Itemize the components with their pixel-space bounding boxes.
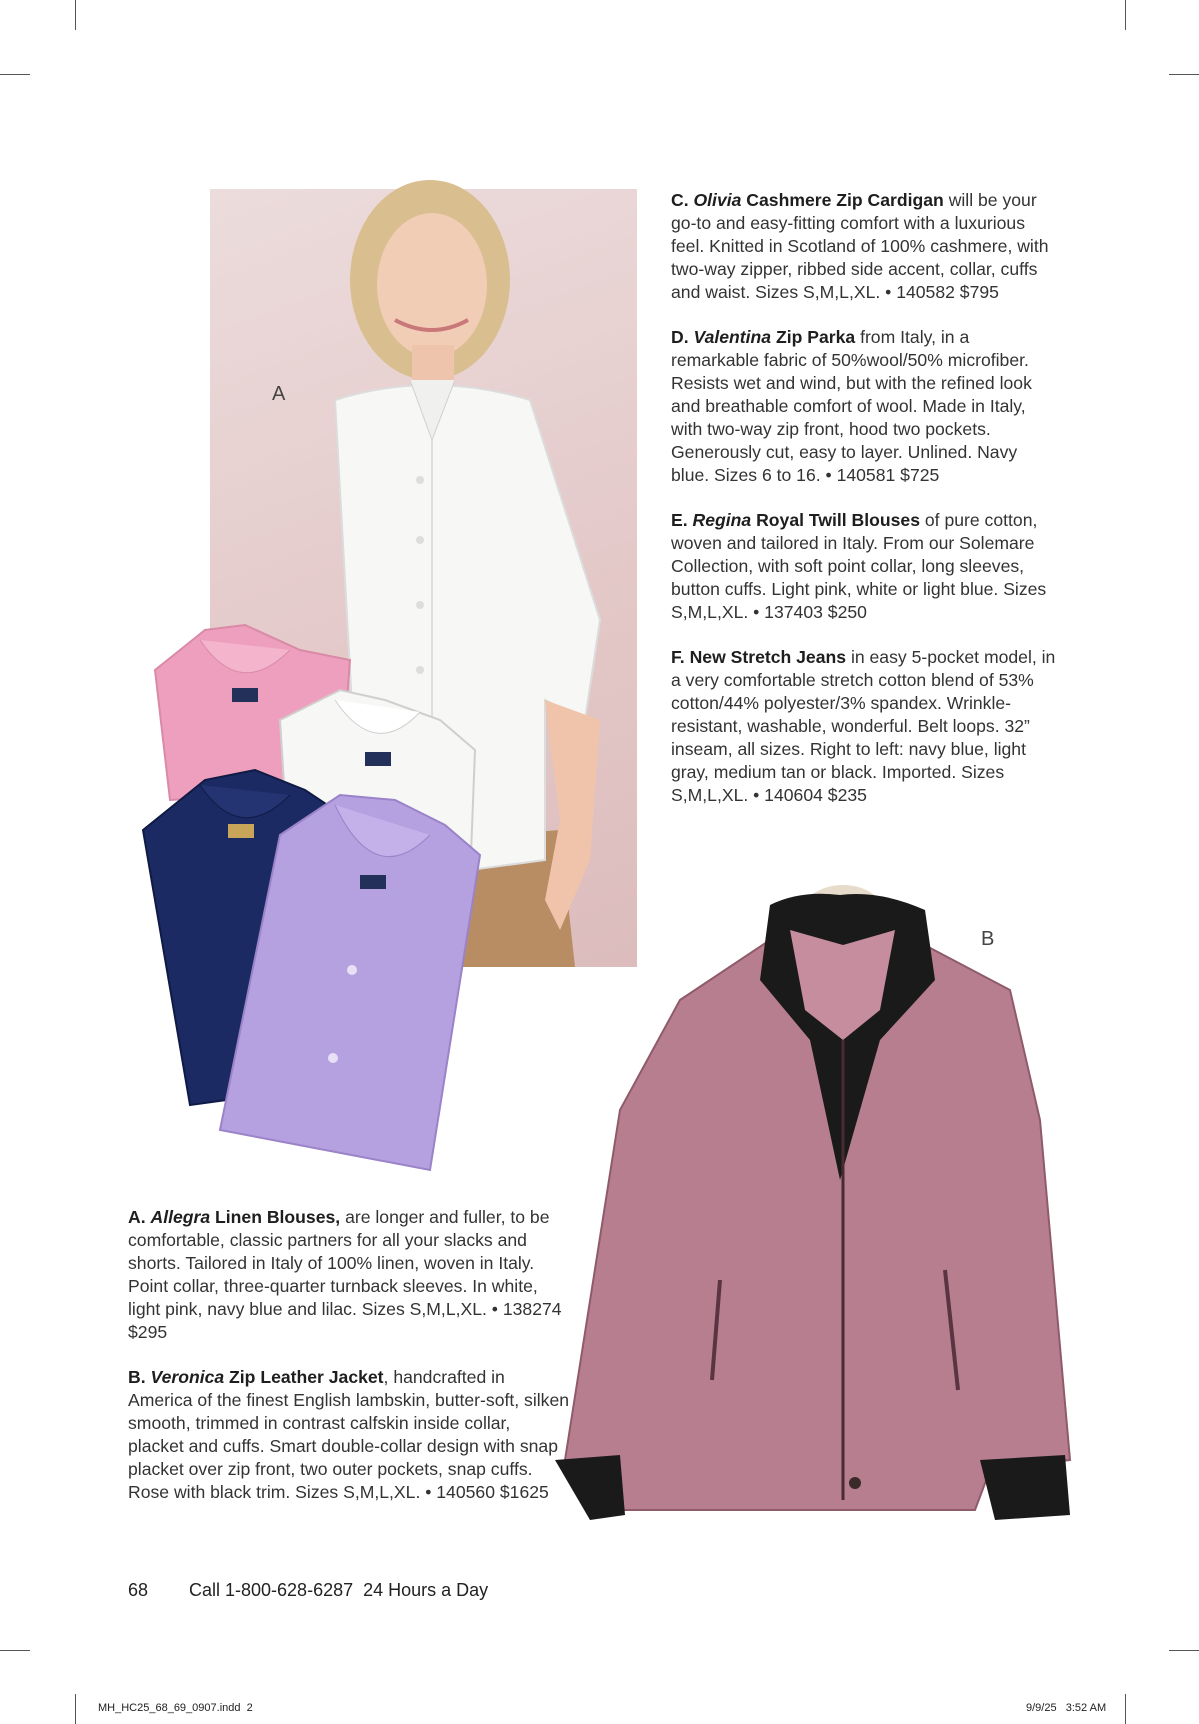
- image-label-b: B: [981, 928, 995, 950]
- left-copy-column: [128, 1206, 570, 1526]
- product-description-c: C. Olivia Cashmere Zip Cardigan will be your go-to and easy-fitting comfort with a luxurious feel. Knitted in Scotland of 100% cashmere, with two-way zipper, ribbed side accent, collar, cuffs and waist. Sizes S,M,L,XL. • 140582 $795: [671, 190, 1049, 302]
- product-description-b: B. Veronica Zip Leather Jacket, handcrafted in America of the finest English lambskin, butter-soft, silken smooth, trimmed in contrast calfskin inside collar, placket and cuffs. Smart double-collar design with snap placket over zip front, two outer pockets, snap cuffs. Rose with black trim. Sizes S,M,L,XL. • 140560 $1625: [128, 1367, 570, 1502]
- right-copy-column: [671, 189, 1056, 829]
- file-slug: MH_HC25_68_69_0907.indd 2: [98, 1702, 253, 1714]
- product-description-d: D. Valentina Zip Parka from Italy, in a remarkable fabric of 50%wool/50% microfiber. Resists wet and wind, but with the refined look and breathable comfort of wool. Made in Italy, with two-way zip front, hood two pockets. Generously cut, easy to layer. Unlined. Navy blue. Sizes 6 to 16. • 140581 $725: [671, 327, 1032, 485]
- page-number: 68: [128, 1580, 149, 1600]
- date-slug: 9/9/25 3:52 AM: [1026, 1702, 1107, 1714]
- product-description-e: E. Regina Royal Twill Blouses of pure cotton, woven and tailored in Italy. From our Solemare Collection, with soft point collar, long sleeves, button cuffs. Light pink, white or light blue. Sizes S,M,L,XL. • 137403 $250: [671, 510, 1047, 622]
- product-description-f: F. New Stretch Jeans in easy 5-pocket model, in a very comfortable stretch cotton blend of 53% cotton/44% polyester/3% spandex. Wrinkle-resistant, washable, wonderful. Belt loops. 32” inseam, all sizes. Right to left: navy blue, light gray, medium tan or black. Imported. Sizes S,M,L,XL. • 140604 $235: [671, 647, 1056, 805]
- image-label-a: A: [272, 383, 286, 405]
- phone-line: Call 1-800-628-6287 24 Hours a Day: [189, 1580, 489, 1600]
- product-description-a: A. Allegra Linen Blouses, are longer and fuller, to be comfortable, classic partners for all your slacks and shorts. Tailored in Italy of 100% linen, woven in Italy. Point collar, three-quarter turnback sleeves. In white, light pink, navy blue and lilac. Sizes S,M,L,XL. • 138274 $295: [128, 1207, 562, 1342]
